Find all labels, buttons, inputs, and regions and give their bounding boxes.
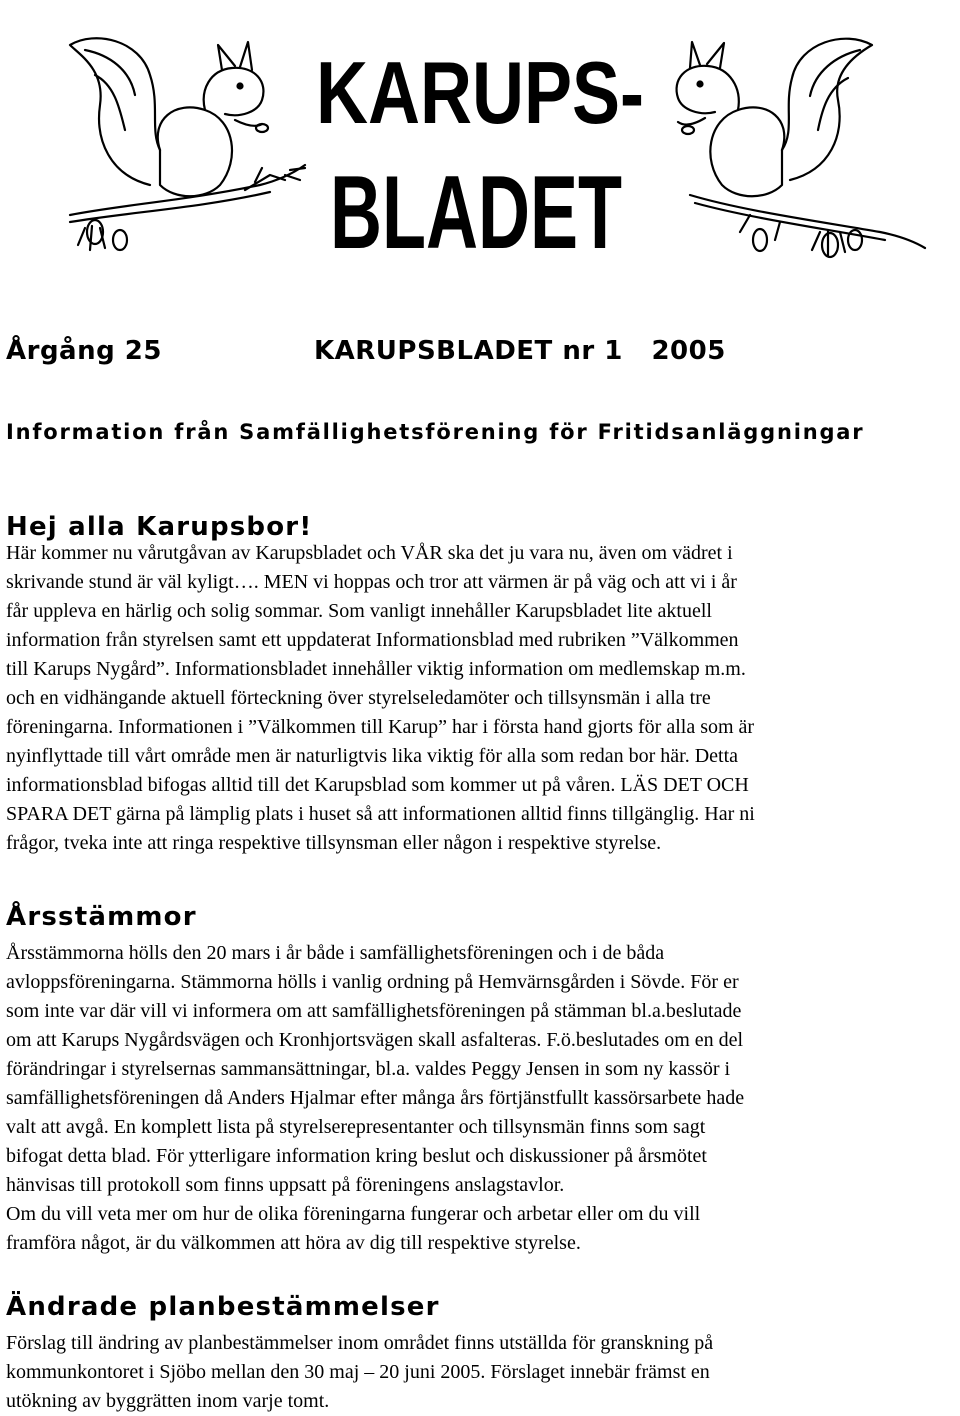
text-line: frågor, tveka inte att ringa respektive tillsynsman eller någon i respektive styrelse.: [6, 832, 662, 854]
section-heading-annual-meetings: Årsstämmor: [6, 902, 197, 932]
text-line: valt att avgå. En komplett lista på styrelserepresentanter och tillsynsmän finns som sagt: [6, 1116, 706, 1138]
text-line: som inte var där vill vi informera om att samfällighetsföreningen på stämman bl.a.beslutade: [6, 1000, 742, 1022]
logo-line-1: KARUPS-: [316, 43, 644, 142]
text-line: information från styrelsen samt ett uppdaterat Informationsblad med rubriken ”Välkommen: [6, 629, 739, 651]
text-line: om att Karups Nygårdsvägen och Kronhjortsvägen skall asfalteras. F.ö.beslutades om en del: [6, 1029, 744, 1051]
section-body-annual-meetings: [6, 939, 956, 1258]
text-line: hänvisas till protokoll som finns uppsatt på föreningens anslagstavlor.: [6, 1174, 565, 1196]
text-line: kommunkontoret i Sjöbo mellan den 30 maj – 20 juni 2005. Förslaget innebär främst en: [6, 1361, 710, 1383]
publication-subtitle: Information från Samfällighetsförening för Fritidsanläggningar: [6, 420, 865, 444]
text-line: får uppleva en härlig och solig sommar. Som vanligt innehåller Karupsbladet lite aktuell: [6, 600, 712, 622]
issue-title: KARUPSBLADET nr 1: [314, 336, 623, 366]
text-line: Årsstämmorna hölls den 20 mars i år både i samfällighetsföreningen och i de båda: [6, 942, 665, 964]
issue-volume: Årgång 25: [6, 336, 162, 366]
logo-line-2: BLADET: [330, 155, 622, 271]
text-line: Om du vill veta mer om hur de olika föreningarna fungerar och arbetar eller om du vill: [6, 1203, 701, 1225]
section-body-plan-changes: [6, 1329, 956, 1416]
text-line: skrivande stund är väl kyligt…. MEN vi hoppas och tror att värmen är på väg och att vi i år: [6, 571, 737, 593]
text-line: SPARA DET gärna på lämplig plats i huset så att informationen alltid finns tillgänglig. Har ni: [6, 803, 755, 825]
text-line: bifogat detta blad. För ytterligare information kring beslut och diskussioner på årsmötet: [6, 1145, 707, 1167]
text-line: föreningarna. Informationen i ”Välkommen till Karup” har i första hand gjorts för alla som är: [6, 716, 755, 738]
text-line: och en vidhängande aktuell förteckning över styrelseledamöter och tillsynsmän i alla tre: [6, 687, 711, 709]
section-heading-greeting: Hej alla Karupsbor!: [6, 512, 313, 542]
text-line: förändringar i styrelsernas sammansättningar, bl.a. valdes Peggy Jensen in som ny kassör i: [6, 1058, 731, 1080]
text-line: framföra något, är du välkommen att höra av dig till respektive styrelse.: [6, 1232, 581, 1254]
text-line: utökning av byggrätten inom varje tomt.: [6, 1390, 330, 1412]
logo: [316, 43, 644, 271]
issue-title-block: [314, 336, 726, 366]
text-line: nyinflyttade till vårt område men är naturligtvis lika viktig för alla som redan bor här. Detta: [6, 745, 739, 767]
issue-line: [6, 336, 726, 366]
text-line: informationsblad bifogas alltid till det Karupsblad som kommer ut på våren. LÄS DET OCH: [6, 774, 749, 796]
masthead-graphic: [0, 0, 960, 280]
text-line: Förslag till ändring av planbestämmelser inom området finns utställda för granskning på: [6, 1332, 714, 1354]
section-body-greeting: [6, 539, 956, 858]
text-line: avloppsföreningarna. Stämmorna hölls i vanlig ordning på Hemvärnsgården i Sövde. För er: [6, 971, 739, 993]
text-line: samfällighetsföreningen då Anders Hjalmar efter många års förtjänstfullt kassörsarbete hade: [6, 1087, 745, 1109]
text-line: Här kommer nu vårutgåvan av Karupsbladet och VÅR ska det ju vara nu, även om vädret i: [6, 542, 733, 564]
left-squirrel-illustration: [70, 38, 305, 250]
section-heading-plan-changes: Ändrade planbestämmelser: [6, 1292, 440, 1322]
masthead: [0, 0, 960, 280]
right-squirrel-illustration: [677, 39, 925, 257]
text-line: till Karups Nygård”. Informationsbladet innehåller viktig information om medlemskap m.m.: [6, 658, 746, 680]
issue-year: 2005: [651, 336, 726, 366]
